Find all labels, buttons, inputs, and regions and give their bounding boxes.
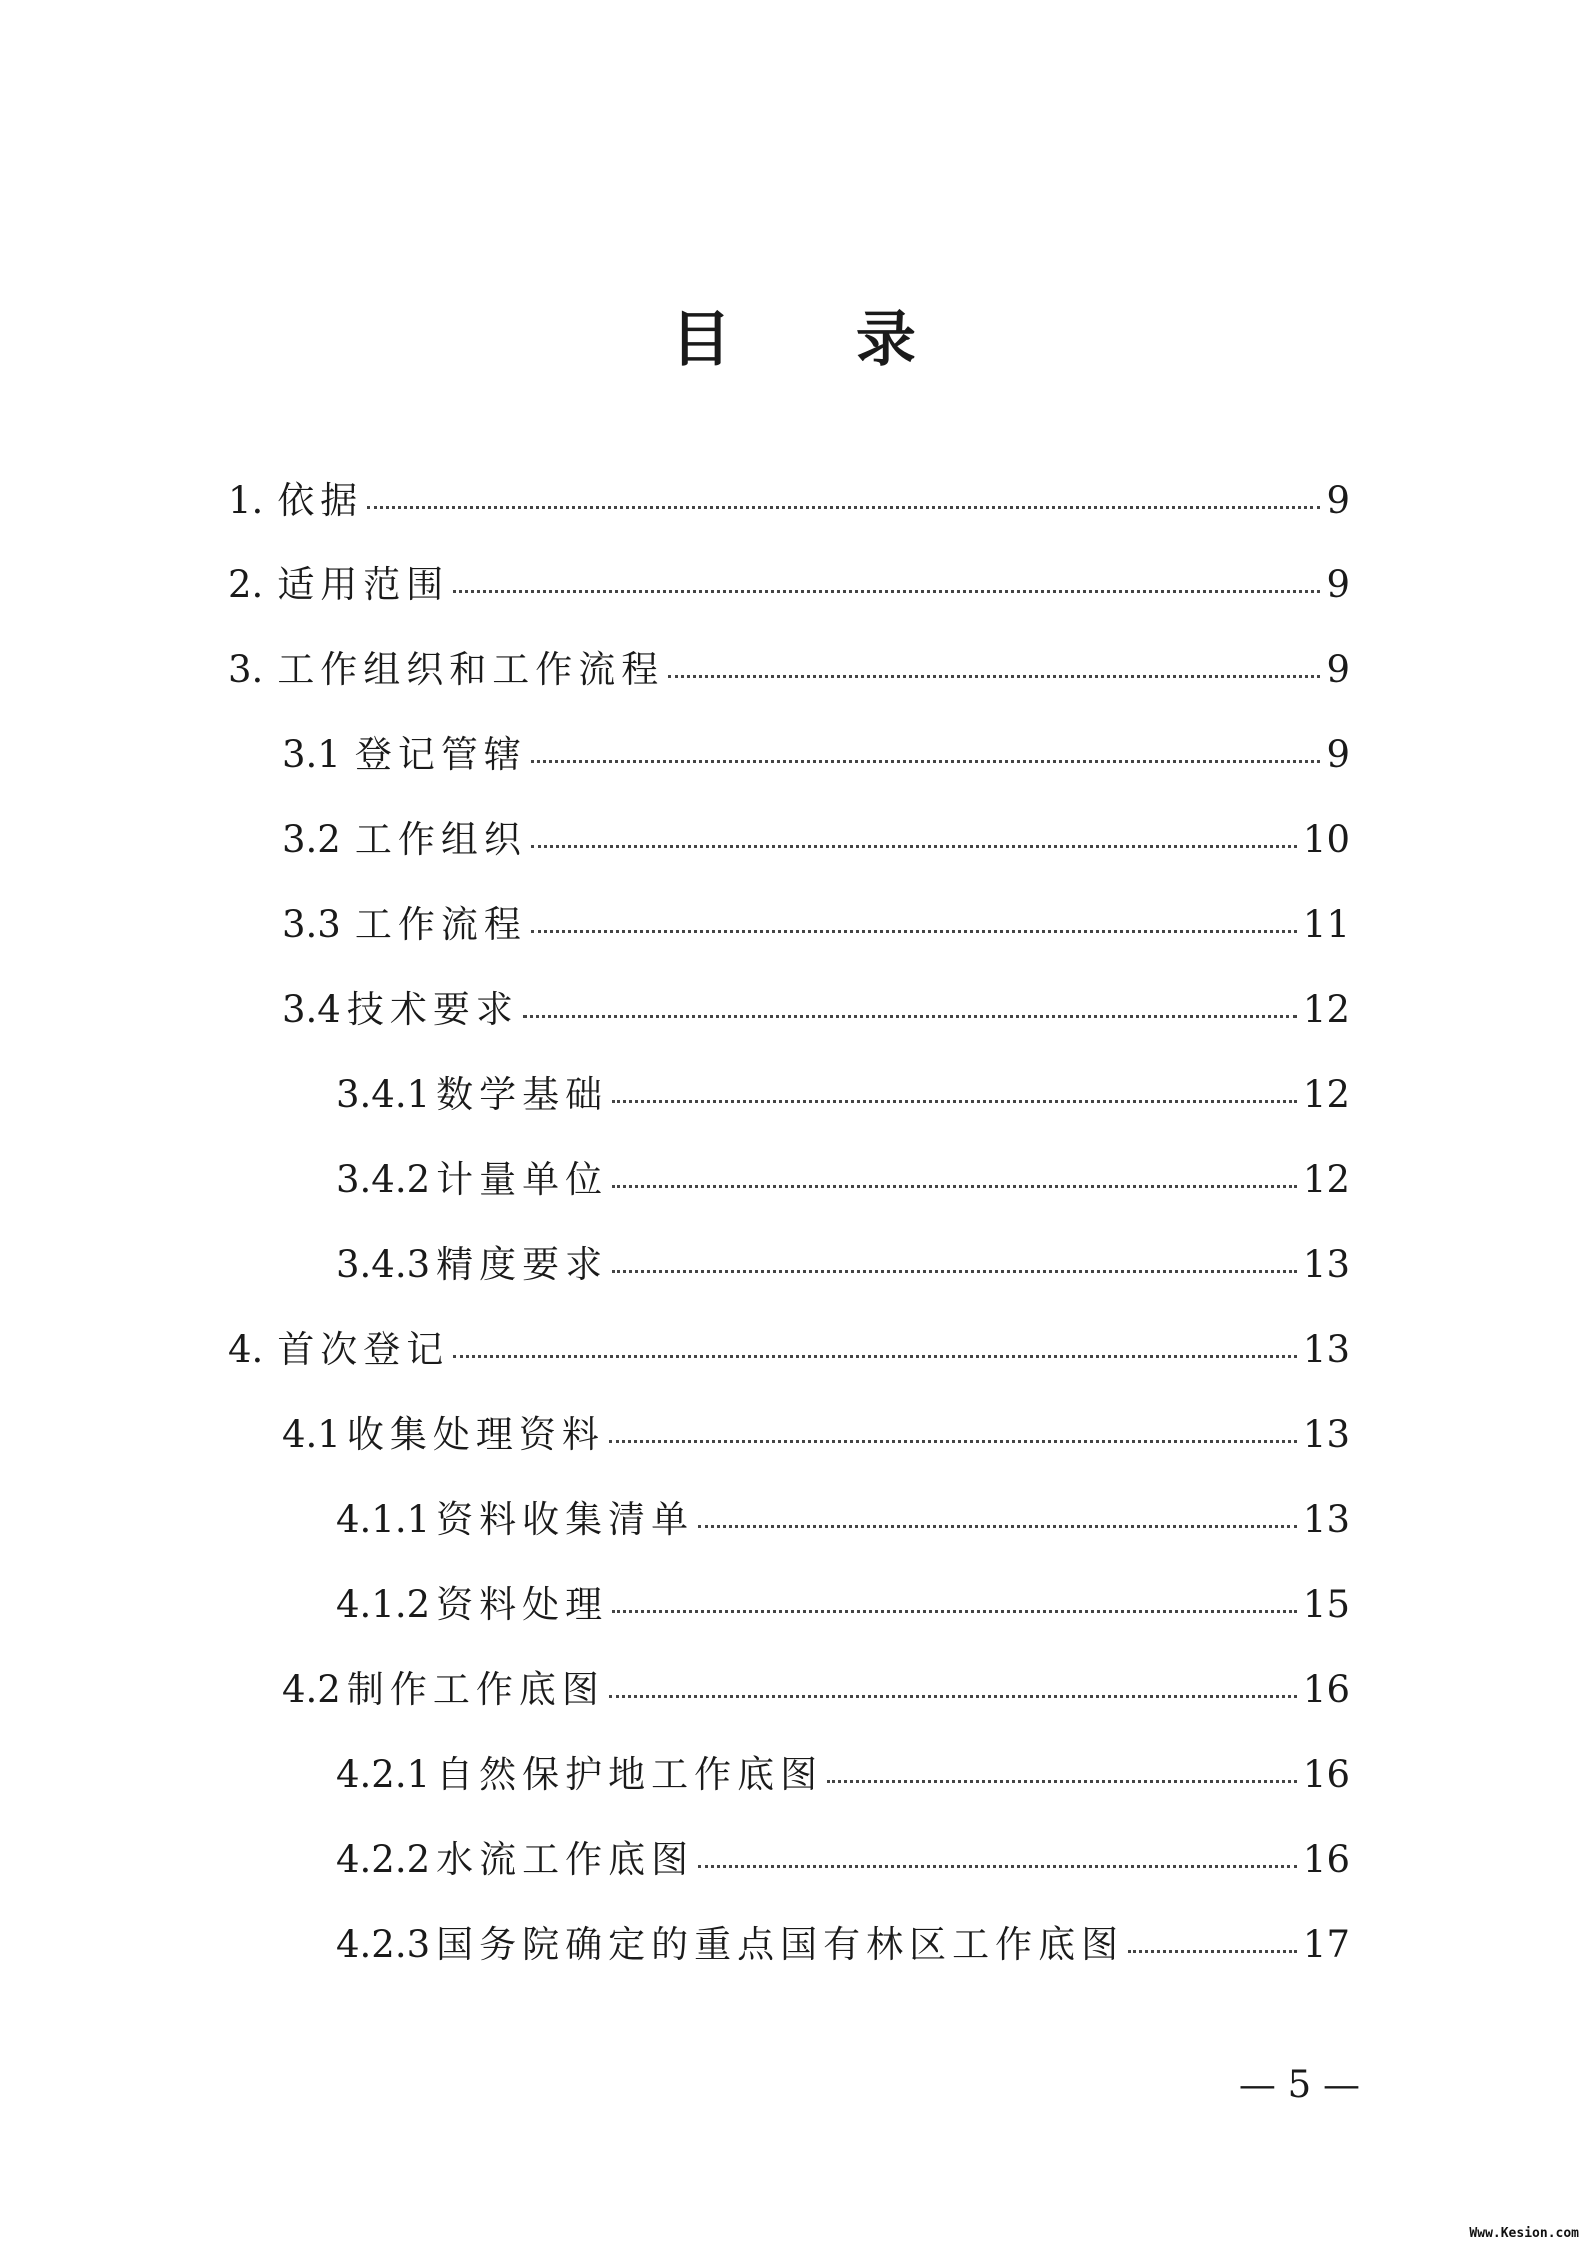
dot-leader [531,760,1321,763]
toc-entry[interactable] [228,476,1350,526]
toc-entry-number: 3. [228,648,264,691]
toc-entry-page: 16 [1302,1838,1350,1881]
dot-leader [609,1695,1297,1698]
toc-entry[interactable] [336,1070,1350,1120]
toc-entry-page: 10 [1302,818,1350,861]
toc-entry-label: 适用范围 [277,563,450,606]
toc-entry-label: 自然保护地工作底图 [436,1753,824,1796]
dot-leader [698,1865,1297,1868]
toc-entry-label: 登记管辖 [354,733,527,776]
dot-leader [453,590,1320,593]
toc-entry-number: 4.2.3 [336,1923,431,1966]
toc-entry-number: 4.2 [282,1668,341,1711]
toc-entry-page: 17 [1302,1923,1350,1966]
dot-leader [612,1100,1297,1103]
toc-entry[interactable] [282,730,1350,780]
dot-leader [1128,1950,1297,1953]
toc-entry-number: 3.3 [282,903,341,946]
dot-leader [367,506,1320,509]
page-number: — 5 — [1238,2063,1360,2106]
dot-leader [523,1015,1297,1018]
toc-entry-number: 3.4.2 [336,1158,431,1201]
toc-entry[interactable] [282,1410,1350,1460]
toc-entry-page: 16 [1302,1753,1350,1796]
toc-entry-label: 资料处理 [436,1583,609,1626]
toc-entry-number: 3.1 [282,733,341,776]
toc-entry-label: 技术要求 [346,988,519,1031]
toc-entry-label: 国务院确定的重点国有林区工作底图 [436,1923,1125,1966]
toc-entry-label: 水流工作底图 [436,1838,695,1881]
toc-entry-label: 精度要求 [436,1243,609,1286]
toc-entry-label: 制作工作底图 [346,1668,605,1711]
toc-entry-number: 3.4.3 [336,1243,431,1286]
dot-leader [609,1440,1297,1443]
watermark: Www.Kesion.com [1469,2226,1579,2241]
dot-leader [612,1610,1297,1613]
toc-entry[interactable] [228,645,1350,695]
toc-entry-label: 依据 [277,479,364,522]
toc-entry[interactable] [336,1240,1350,1290]
toc-entry[interactable] [336,1495,1350,1545]
toc-entry-label: 工作组织 [354,818,527,861]
toc-entry-label: 收集处理资料 [346,1413,605,1456]
toc-entry-number: 4.2.1 [336,1753,431,1796]
toc-entry-number: 3.4 [282,988,341,1031]
toc-entry-number: 4.1 [282,1413,341,1456]
toc-entry-label: 资料收集清单 [436,1498,695,1541]
dot-leader [668,675,1320,678]
toc-entry-page: 13 [1302,1243,1350,1286]
toc-entry[interactable] [336,1750,1350,1800]
toc-entry[interactable] [228,560,1350,610]
toc-entry[interactable] [282,1665,1350,1715]
toc-entry-page: 13 [1302,1328,1350,1371]
toc-entry-label: 数学基础 [436,1073,609,1116]
toc-entry-page: 13 [1302,1413,1350,1456]
toc-entry-page: 9 [1326,563,1350,606]
toc-entry-number: 4.1.1 [336,1498,431,1541]
toc-entry-page: 16 [1302,1668,1350,1711]
toc-title: 目 录 [671,305,968,375]
toc-entry-page: 15 [1302,1583,1350,1626]
toc-entry-label: 首次登记 [277,1328,450,1371]
toc-entry-number: 4.1.2 [336,1583,431,1626]
toc-entry-page: 9 [1326,479,1350,522]
dot-leader [453,1355,1297,1358]
toc-entry-label: 工作组织和工作流程 [277,648,665,691]
dot-leader [827,1780,1297,1783]
toc-entry[interactable] [228,1325,1350,1375]
dot-leader [612,1185,1297,1188]
toc-entry-label: 工作流程 [354,903,527,946]
toc-entry-number: 4. [228,1328,264,1371]
toc-entry-page: 12 [1302,988,1350,1031]
toc-entry-label: 计量单位 [436,1158,609,1201]
toc-entry-page: 11 [1302,903,1350,946]
dot-leader [612,1270,1297,1273]
toc-entry-page: 9 [1326,733,1350,776]
toc-entry[interactable] [336,1155,1350,1205]
toc-entry-number: 2. [228,563,264,606]
toc-entry[interactable] [336,1920,1350,1970]
toc-entry[interactable] [282,985,1350,1035]
toc-entry-number: 3.4.1 [336,1073,431,1116]
toc-entry-page: 12 [1302,1073,1350,1116]
toc-entry-page: 12 [1302,1158,1350,1201]
toc-entry[interactable] [336,1835,1350,1885]
dot-leader [531,845,1297,848]
toc-entry-number: 4.2.2 [336,1838,431,1881]
toc-entry-number: 1. [228,479,264,522]
toc-entry[interactable] [282,815,1350,865]
toc-entry-page: 9 [1326,648,1350,691]
dot-leader [531,930,1297,933]
toc-entry-number: 3.2 [282,818,341,861]
toc-entry[interactable] [282,900,1350,950]
toc-entry[interactable] [336,1580,1350,1630]
dot-leader [698,1525,1297,1528]
toc-entry-page: 13 [1302,1498,1350,1541]
